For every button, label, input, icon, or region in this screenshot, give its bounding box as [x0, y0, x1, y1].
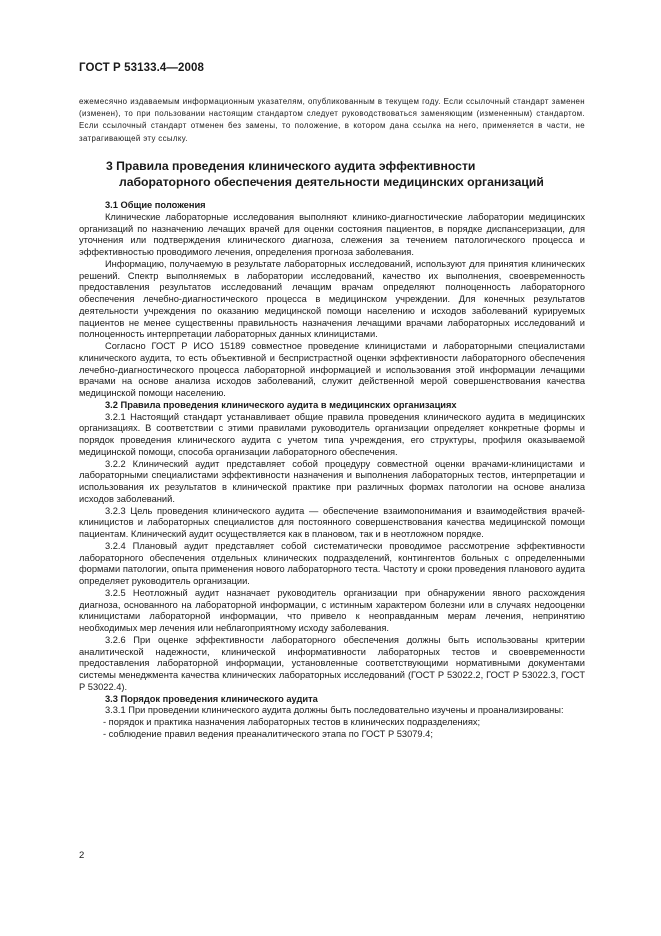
list-item: - соблюдение правил ведения преаналитического этапа по ГОСТ Р 53079.4;	[103, 728, 433, 739]
intro-paragraph: ежемесячно издаваемым информационным указателям, опубликованным в текущем году. Если ссылочный стандарт заменен (изменен), то при пользовании настоящим стандартом следует руководствоваться заменяющим (измененным) стандартом. Если ссылочный стандарт отменен без замены, то положение, в котором дана ссылка на него, применяется в части, не затрагивающей эту ссылку.	[79, 97, 585, 143]
section-title-line1: 3 Правила проведения клинического аудита эффективности	[106, 159, 476, 173]
body-paragraph: 3.2.3 Цель проведения клинического аудита — обеспечение взаимопонимания и взаимодействия врачей-клиницистов и лабораторных специалистов для постоянного совершенствования качества медицинской помощи пациентам. Клинический аудит осуществляется как в плановом, так и в неотложном порядке.	[79, 505, 585, 539]
section-title	[106, 158, 596, 190]
body-paragraph: 3.2.4 Плановый аудит представляет собой систематически проводимое рассмотрение эффективности лабораторного обеспечения отдельных клинических подразделений, контингентов больных с определенными формами патологии, опыта применения нового лабораторного теста. Частоту и сроки проведения планового аудита определяет руководитель организации.	[79, 540, 585, 586]
page-number: 2	[79, 850, 85, 861]
page-header-doc-id: ГОСТ Р 53133.4—2008	[79, 62, 204, 74]
body-paragraph: Информацию, получаемую в результате лабораторных исследований, используют для принятия клинических решений. Спектр выполняемых в лаборатории исследований, качество их выполнения, своевременность предоставления результатов исследований лечащим врачам определяют полноценность лабораторного обеспечения лечебно-диагностического процесса в медицинском учреждении. Для конечных результатов деятельности учреждения по оказанию медицинской помощи населению и исходов заболеваний курируемых пациентов не менее существенны правильность назначения лечащими врачами лабораторных исследований и полноценность интерпретации лабораторных данных клиницистами.	[79, 258, 585, 340]
list-item: - порядок и практика назначения лабораторных тестов в клинических подразделениях;	[103, 717, 481, 727]
body-paragraph: Клинические лабораторные исследования выполняют клинико-диагностические лаборатории медицинских организаций по назначению лечащих врачей для оценки состояния пациентов, в порядке диспансеризации, для уточнения или подтверждения клинического диагноза, слежения за течением патологического процесса и эффективностью проводимого лечения, определения прогноза заболевания.	[79, 211, 585, 257]
body-paragraph: 3.2.5 Неотложный аудит назначает руководитель организации при обнаружении явного расхождения диагноза, основанного на лабораторной информации, с истинным характером болезни или в случаях недооценки клиницистами лабораторной информации, что привело к неоправданным мерам лечения, непринятию необходимых мер лечения или неблагоприятному исходу заболевания.	[79, 587, 585, 633]
section-title-line2: лабораторного обеспечения деятельности медицинских организаций	[119, 175, 544, 189]
body-paragraph: Согласно ГОСТ Р ИСО 15189 совместное проведение клиницистами и лабораторными специалистами клинического аудита, то есть объективной и беспристрастной оценки эффективности лабораторного обеспечения лечебно-диагностического процесса лабораторной информацией и использования этой информации лечащими врачами на основе анализа исходов заболеваний, служит действенной мерой совершенствования качества медицинской помощи населению.	[79, 341, 585, 398]
body-paragraph: 3.3.1 При проведении клинического аудита должны быть последовательно изучены и проанализированы:	[105, 705, 564, 716]
subsection-heading: 3.1 Общие положения	[105, 200, 206, 210]
body-paragraph: 3.2.2 Клинический аудит представляет собой процедуру совместной оценки врачами-клиницистами и лабораторными специалистами эффективности назначения и выполнения лабораторных тестов, интерпретации и использования их результатов в клинической практике при различных формах патологии на основе анализа исходов заболеваний.	[79, 458, 585, 504]
section-body	[79, 200, 585, 741]
body-paragraph: 3.2.6 При оценке эффективности лабораторного обеспечения должны быть использованы критерии аналитической надежности, клинической информативности лабораторных тестов и своевременности предоставления лабораторной информации, установленные соответствующими нормативными документами системы менеджмента качества клинических лабораторных исследований (ГОСТ Р 53022.2, ГОСТ Р 53022.3, ГОСТ Р 53022.4).	[79, 634, 585, 692]
body-paragraph: 3.2.1 Настоящий стандарт устанавливает общие правила проведения клинического аудита в медицинских организациях. В соответствии с этими правилами руководитель организации определяет конкретные формы и порядок проведения клинического аудита с учетом типа учреждения, его структуры, профиля оказываемой медицинской помощи, способа организации лабораторного обеспечения.	[79, 411, 585, 457]
subsection-heading: 3.2 Правила проведения клинического аудита в медицинских организациях	[105, 399, 457, 410]
subsection-heading: 3.3 Порядок проведения клинического аудита	[105, 693, 318, 704]
